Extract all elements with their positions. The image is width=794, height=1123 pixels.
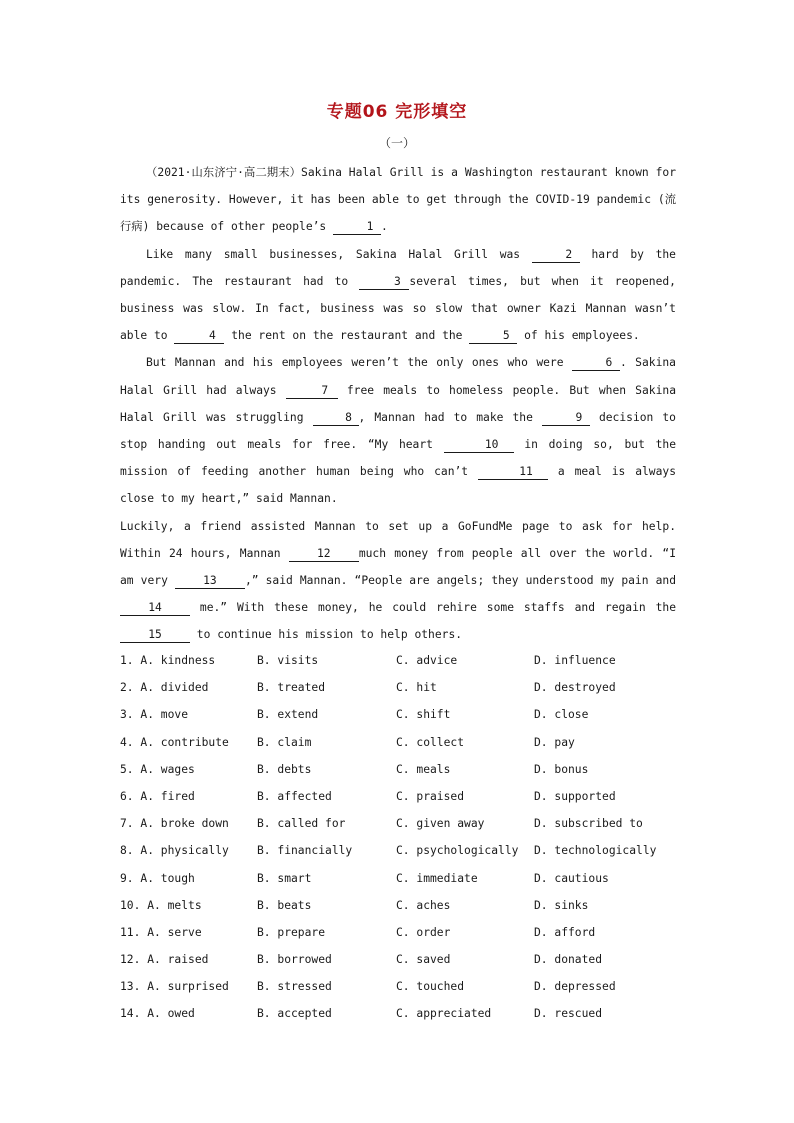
blank-4: 4: [174, 329, 224, 344]
option-b: B. debts: [257, 762, 312, 776]
option-b: B. borrowed: [257, 953, 332, 967]
option-c: C. immediate: [396, 871, 478, 885]
passage-text: But Mannan and his employees weren’t the only ones who were: [146, 356, 572, 370]
option-c: C. touched: [396, 980, 465, 994]
option-b: B. claim: [257, 735, 312, 749]
option-c: C. collect: [396, 735, 465, 749]
option-row: [120, 946, 680, 973]
option-c: C. order: [396, 925, 451, 939]
option-a: 5. A. wages: [120, 762, 195, 776]
passage-text: in doing so, but the mission of feeding another human being who can’t: [120, 438, 677, 479]
blank-10: 10: [444, 438, 514, 453]
blank-6: 6: [572, 356, 620, 371]
option-b: B. prepare: [257, 925, 326, 939]
option-d: D. supported: [534, 789, 616, 803]
option-b: B. treated: [257, 681, 326, 695]
option-d: D. sinks: [534, 898, 589, 912]
option-row: [120, 919, 680, 946]
option-row: [120, 647, 680, 674]
passage-text: free meals to homeless people. But when Sakina Halal Grill was struggling: [120, 383, 676, 424]
blank-11: 11: [478, 465, 548, 480]
option-b: B. stressed: [257, 980, 332, 994]
option-a: 7. A. broke down: [120, 817, 229, 831]
blank-5: 5: [469, 329, 517, 344]
option-a: 13. A. surprised: [120, 980, 229, 994]
passage-text: several times, but when it reopened, business was slow. In fact, business was so slow that owner Kazi Mannan wasn’t able to: [120, 274, 676, 343]
option-a: 3. A. move: [120, 708, 189, 722]
option-d: D. donated: [534, 953, 603, 967]
option-c: C. given away: [396, 817, 485, 831]
passage-text: （2021·山东济宁·高二期末）Sakina Halal Grill is a Washington restaurant known for its generosity. However, it has been able to get through the COVID-19 pandemic (流行病) because of other people’s: [120, 166, 676, 234]
option-d: D. bonus: [534, 762, 589, 776]
option-d: D. close: [534, 708, 589, 722]
option-b: B. extend: [257, 708, 319, 722]
option-row: [120, 701, 680, 728]
option-row: [120, 973, 680, 1000]
option-d: D. influence: [534, 654, 616, 667]
option-d: D. destroyed: [534, 681, 616, 695]
option-d: D. rescued: [534, 1007, 603, 1021]
option-c: C. praised: [396, 789, 465, 803]
option-b: B. affected: [257, 789, 332, 803]
option-a: 12. A. raised: [120, 953, 209, 967]
page-title: 专题06 完形填空: [326, 102, 468, 122]
passage-text: me.” With these money, he could rehire some staffs and regain the: [190, 601, 676, 615]
option-a: 1. A. kindness: [120, 654, 216, 667]
passage-text: .: [381, 220, 388, 234]
blank-1: 1: [333, 220, 381, 235]
option-row: [120, 865, 680, 892]
passage-text: ,” said Mannan. “People are angels; they understood my pain and: [244, 574, 676, 588]
option-c: C. saved: [396, 953, 451, 967]
cloze-passage: [120, 159, 676, 649]
option-d: D. cautious: [534, 871, 609, 885]
paragraph-4: [120, 513, 676, 649]
option-c: C. hit: [396, 681, 437, 695]
option-d: D. technologically: [534, 844, 657, 858]
paragraph-2: [120, 241, 676, 350]
option-c: C. aches: [396, 898, 451, 912]
passage-text: Luckily, a friend assisted Mannan to set up a GoFundMe page to ask for help. Within 24 hours, Mannan: [120, 519, 676, 560]
blank-3: 3: [359, 275, 409, 290]
option-b: B. accepted: [257, 1007, 332, 1021]
option-d: D. depressed: [534, 980, 616, 994]
passage-text: a meal is always close to my heart,” said Mannan.: [120, 465, 677, 506]
option-b: B. smart: [257, 871, 312, 885]
option-a: 11. A. serve: [120, 925, 202, 939]
option-c: C. meals: [396, 762, 451, 776]
option-row: [120, 810, 680, 837]
option-d: D. afford: [534, 925, 596, 939]
option-b: B. called for: [257, 817, 346, 831]
option-a: 2. A. divided: [120, 681, 209, 695]
option-row: [120, 756, 680, 783]
option-row: [120, 783, 680, 810]
option-a: 8. A. physically: [120, 844, 229, 858]
blank-13: 13: [175, 574, 245, 589]
option-row: [120, 892, 680, 919]
passage-text: decision to stop handing out meals for free. “My heart: [120, 410, 676, 452]
option-c: C. psychologically: [396, 844, 519, 858]
blank-8: 8: [313, 411, 359, 426]
option-c: C. shift: [396, 708, 451, 722]
option-b: B. visits: [257, 654, 319, 667]
passage-text: to continue his mission to help others.: [190, 628, 463, 642]
answer-options: [120, 647, 680, 1028]
passage-text: , Mannan had to make the: [358, 410, 542, 424]
option-row: [120, 837, 680, 864]
option-b: B. financially: [257, 844, 353, 858]
option-d: D. pay: [534, 735, 575, 749]
option-row: [120, 674, 680, 701]
option-a: 10. A. melts: [120, 898, 202, 912]
blank-7: 7: [286, 384, 338, 399]
passage-text: Like many small businesses, Sakina Halal Grill was: [146, 247, 532, 261]
option-row: [120, 1000, 680, 1027]
paragraph-1: [120, 159, 676, 241]
passage-text: . Sakina Halal Grill had always: [120, 356, 676, 397]
option-d: D. subscribed to: [534, 817, 643, 831]
blank-2: 2: [532, 248, 580, 263]
passage-text: of his employees.: [517, 329, 640, 343]
option-a: 14. A. owed: [120, 1007, 195, 1021]
paragraph-3: [120, 349, 676, 512]
blank-12: 12: [289, 547, 359, 562]
passage-text: much money from people all over the world. “I am very: [120, 546, 677, 588]
passage-text: hard by the pandemic. The restaurant had to: [120, 247, 676, 288]
option-b: B. beats: [257, 898, 312, 912]
option-a: 9. A. tough: [120, 871, 195, 885]
blank-9: 9: [542, 411, 590, 426]
option-a: 6. A. fired: [120, 789, 195, 803]
option-row: [120, 729, 680, 756]
option-c: C. advice: [396, 654, 458, 667]
section-number: （一）: [378, 136, 415, 150]
blank-15: 15: [120, 628, 190, 643]
option-a: 4. A. contribute: [120, 735, 229, 749]
passage-text: the rent on the restaurant and the: [224, 329, 470, 343]
blank-14: 14: [120, 601, 190, 616]
option-c: C. appreciated: [396, 1007, 492, 1021]
